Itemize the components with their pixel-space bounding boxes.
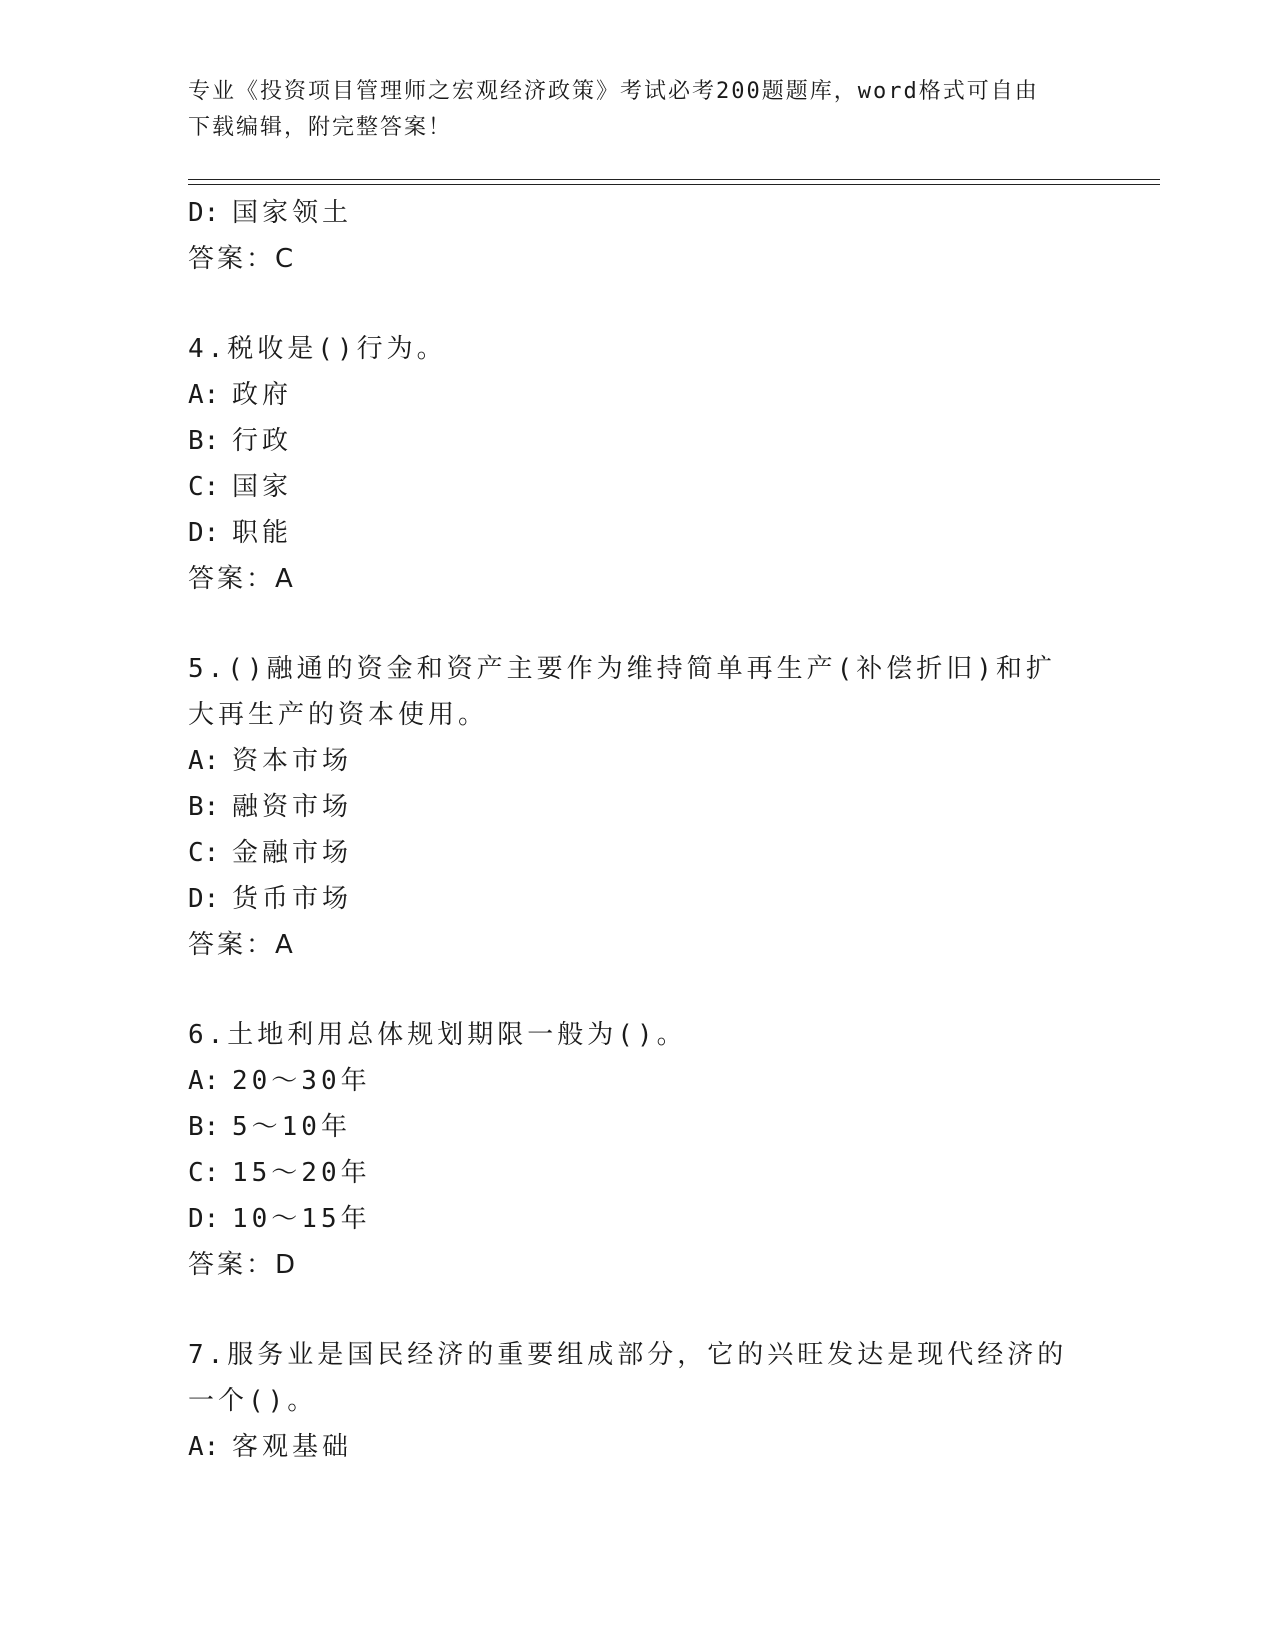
option-text: 资本市场	[232, 746, 353, 776]
option-text: 国家	[232, 472, 293, 502]
q5-question: 5.()融通的资金和资产主要作为维持简单再生产(补偿折旧)和扩大再生产的资本使用。	[188, 654, 1056, 730]
q4-option-b	[188, 418, 1088, 464]
q6-answer: 答案：D	[188, 1250, 299, 1280]
q5-option-c	[188, 830, 1088, 876]
q5-option-a	[188, 738, 1088, 784]
header-title-line-2: 下载编辑，附完整答案！	[188, 115, 453, 140]
option-label: C:	[188, 472, 220, 502]
option-label: D:	[188, 1204, 220, 1234]
option-label: C:	[188, 1158, 220, 1188]
option-text: 20～30年	[232, 1066, 371, 1096]
option-label: C:	[188, 838, 220, 868]
q3-answer: 答案：C	[188, 244, 297, 274]
q6-option-d	[188, 1196, 1088, 1242]
option-label: A:	[188, 1432, 220, 1462]
spacer	[188, 602, 1088, 646]
option-text: 金融市场	[232, 838, 353, 868]
option-text: 货币市场	[232, 884, 353, 914]
spacer	[188, 968, 1088, 1012]
q4-question: 4.税收是()行为。	[188, 334, 447, 364]
option-text: 政府	[232, 380, 293, 410]
q5-option-d	[188, 876, 1088, 922]
spacer	[188, 1288, 1088, 1332]
q7-option-a	[188, 1424, 1088, 1470]
question-list	[188, 190, 1088, 1470]
q6-option-b	[188, 1104, 1088, 1150]
q6-option-c	[188, 1150, 1088, 1196]
option-text: 融资市场	[232, 792, 353, 822]
option-text: 15～20年	[232, 1158, 371, 1188]
q4-option-c	[188, 464, 1088, 510]
q4-option-d	[188, 510, 1088, 556]
q6-question: 6.土地利用总体规划期限一般为()。	[188, 1020, 687, 1050]
q4-option-a	[188, 372, 1088, 418]
q3-option-d	[188, 190, 1088, 236]
option-text: 行政	[232, 426, 293, 456]
q5-answer: 答案：A	[188, 930, 296, 960]
option-label: B:	[188, 426, 220, 456]
header-divider-top	[188, 179, 1160, 180]
q6-option-a	[188, 1058, 1088, 1104]
option-text: 职能	[232, 518, 293, 548]
option-label: B:	[188, 1112, 220, 1142]
page-header	[188, 74, 1088, 146]
option-label: D:	[188, 518, 220, 548]
option-text: 客观基础	[232, 1432, 353, 1462]
option-label: A:	[188, 380, 220, 410]
q7-question: 7.服务业是国民经济的重要组成部分，它的兴旺发达是现代经济的一个()。	[188, 1340, 1068, 1416]
option-label: A:	[188, 1066, 220, 1096]
option-text: 10～15年	[232, 1204, 371, 1234]
header-title-line-1: 专业《投资项目管理师之宏观经济政策》考试必考200题题库，word格式可自由	[188, 79, 1039, 104]
spacer	[188, 282, 1088, 326]
option-label: A:	[188, 746, 220, 776]
option-label: D:	[188, 198, 220, 228]
q4-answer: 答案：A	[188, 564, 296, 594]
option-label: D:	[188, 884, 220, 914]
option-text: 国家领土	[232, 198, 353, 228]
q5-option-b	[188, 784, 1088, 830]
option-text: 5～10年	[232, 1112, 351, 1142]
header-divider-bottom	[188, 184, 1160, 185]
option-label: B:	[188, 792, 220, 822]
